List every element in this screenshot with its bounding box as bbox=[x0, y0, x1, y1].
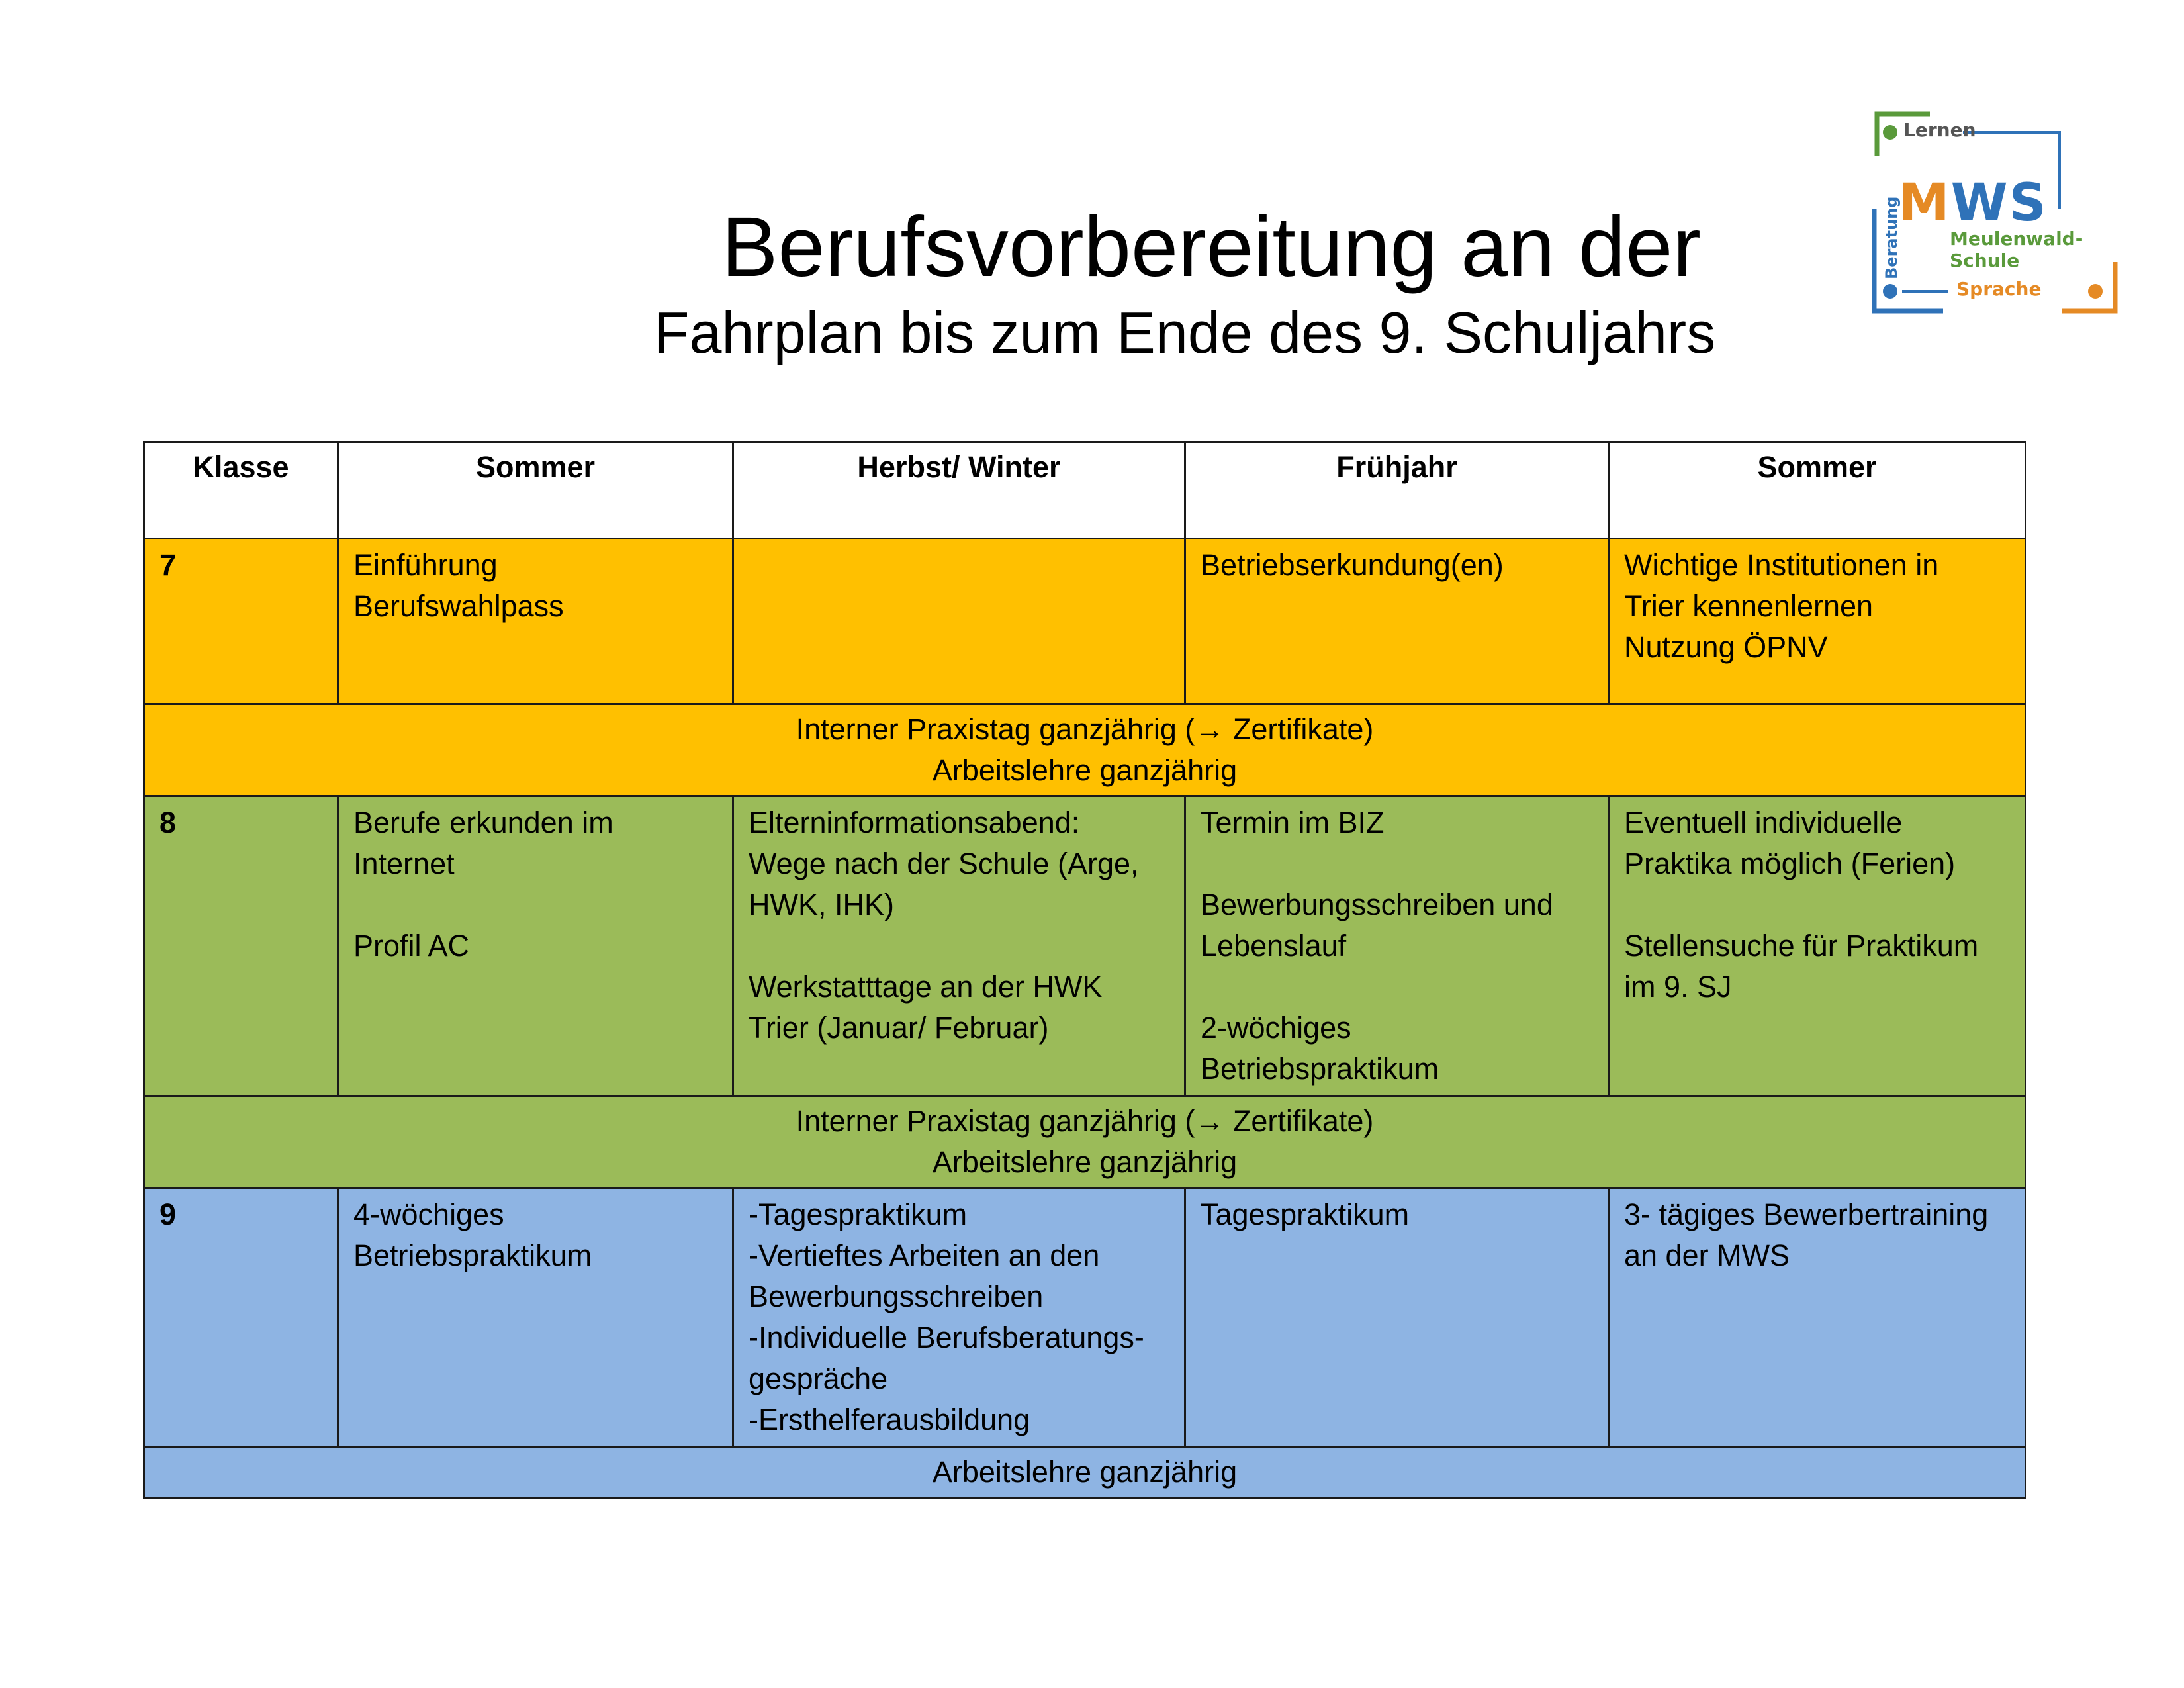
cell-line: gespräche bbox=[749, 1362, 888, 1395]
klasse-cell: 9 bbox=[144, 1188, 338, 1447]
cell-line: Praktika möglich (Ferien) bbox=[1624, 847, 1956, 880]
klasse-cell: 8 bbox=[144, 796, 338, 1096]
cell-line: an der MWS bbox=[1624, 1239, 1790, 1272]
cell bbox=[1609, 539, 2026, 704]
cell-line bbox=[353, 884, 717, 925]
table-row-8 bbox=[144, 796, 2026, 1096]
cell bbox=[1185, 796, 1609, 1096]
table-header-row bbox=[144, 442, 2026, 539]
cell-line bbox=[1201, 843, 1593, 884]
cell-line: HWK, IHK) bbox=[749, 888, 894, 921]
cell-line: Arbeitslehre ganzjährig bbox=[932, 1455, 1238, 1489]
cell-line bbox=[1624, 884, 2010, 925]
cell-line: Einführung bbox=[353, 548, 498, 582]
cell-line: Berufe erkunden im bbox=[353, 806, 614, 839]
logo-school-name: Meulenwald-Schule bbox=[1950, 228, 2083, 271]
cell-line: Betriebserkundung(en) bbox=[1201, 548, 1504, 582]
cell-line: Tagespraktikum bbox=[1201, 1197, 1410, 1231]
cell bbox=[1609, 1188, 2026, 1447]
cell-line: Bewerbungsschreiben bbox=[749, 1280, 1044, 1313]
logo-mws bbox=[1898, 173, 2048, 233]
cell-line: Trier (Januar/ Februar) bbox=[749, 1011, 1049, 1045]
cell bbox=[733, 796, 1185, 1096]
page-title: Berufsvorbereitung an der bbox=[721, 200, 1701, 295]
cell-line: Werkstatttage an der HWK bbox=[749, 970, 1103, 1004]
cell-line: Betriebspraktikum bbox=[353, 1239, 592, 1272]
cell-line: Stellensuche für Praktikum bbox=[1624, 929, 1979, 962]
cell-line: -Tagespraktikum bbox=[749, 1197, 968, 1231]
cell bbox=[733, 539, 1185, 704]
cell-line: -Individuelle Berufsberatungs- bbox=[749, 1321, 1144, 1354]
cell bbox=[338, 1188, 733, 1447]
cell-line: Wichtige Institutionen in bbox=[1624, 548, 1939, 582]
span-cell bbox=[144, 1447, 2026, 1498]
schedule-table bbox=[143, 441, 2025, 1489]
cell-line: -Ersthelferausbildung bbox=[749, 1403, 1030, 1436]
cell-line: Berufswahlpass bbox=[353, 589, 564, 623]
cell-line: im 9. SJ bbox=[1624, 970, 1732, 1004]
cell-line: Profil AC bbox=[353, 929, 470, 962]
logo-lernen: Lernen bbox=[1903, 119, 1976, 141]
cell-line: Arbeitslehre ganzjährig bbox=[932, 753, 1238, 787]
cell-line bbox=[749, 925, 1169, 966]
cell-line: Eventuell individuelle bbox=[1624, 806, 1903, 839]
span-cell bbox=[144, 704, 2026, 796]
span-row-9 bbox=[144, 1447, 2026, 1498]
header-sommer-2: Sommer bbox=[1609, 442, 2026, 539]
cell-line: Bewerbungsschreiben und bbox=[1201, 888, 1553, 921]
cell-line bbox=[1201, 966, 1593, 1008]
header-herbst-winter: Herbst/ Winter bbox=[733, 442, 1185, 539]
klasse-cell: 7 bbox=[144, 539, 338, 704]
cell bbox=[1609, 796, 2026, 1096]
cell-line: Betriebspraktikum bbox=[1201, 1052, 1439, 1086]
table-row-9 bbox=[144, 1188, 2026, 1447]
cell-line: 4-wöchiges bbox=[353, 1197, 504, 1231]
logo-beratung: Beratung bbox=[1882, 196, 1901, 279]
header-fruehjahr: Frühjahr bbox=[1185, 442, 1609, 539]
cell-line: Wege nach der Schule (Arge, bbox=[749, 847, 1139, 880]
cell-line: Arbeitslehre ganzjährig bbox=[932, 1145, 1238, 1179]
cell-line: 3- tägiges Bewerbertraining bbox=[1624, 1197, 1989, 1231]
logo-mws-m: M bbox=[1898, 173, 1951, 233]
cell-line: Internet bbox=[353, 847, 455, 880]
span-row-8 bbox=[144, 1096, 2026, 1188]
cell-line: Termin im BIZ bbox=[1201, 806, 1385, 839]
cell-line: Interner Praxistag ganzjährig (→ Zertifikate) bbox=[796, 1104, 1374, 1138]
school-logo bbox=[1870, 110, 2122, 315]
span-row-7 bbox=[144, 704, 2026, 796]
cell bbox=[1185, 539, 1609, 704]
cell bbox=[1185, 1188, 1609, 1447]
cell-line: Lebenslauf bbox=[1201, 929, 1347, 962]
logo-mws-w: W bbox=[1950, 173, 2009, 233]
logo-sprache: Sprache bbox=[1956, 278, 2042, 300]
cell-line: Nutzung ÖPNV bbox=[1624, 630, 1828, 664]
cell bbox=[733, 1188, 1185, 1447]
header-klasse: Klasse bbox=[144, 442, 338, 539]
span-cell bbox=[144, 1096, 2026, 1188]
cell bbox=[338, 539, 733, 704]
page-subtitle: Fahrplan bis zum Ende des 9. Schuljahrs bbox=[653, 300, 1716, 365]
cell-line: Elterninformationsabend: bbox=[749, 806, 1080, 839]
header-sommer-1: Sommer bbox=[338, 442, 733, 539]
cell-line: 2-wöchiges bbox=[1201, 1011, 1351, 1045]
table-row-7 bbox=[144, 539, 2026, 704]
cell-line: Interner Praxistag ganzjährig (→ Zertifikate) bbox=[796, 712, 1374, 746]
cell-line: Trier kennenlernen bbox=[1624, 589, 1874, 623]
cell-line: -Vertieftes Arbeiten an den bbox=[749, 1239, 1100, 1272]
logo-mws-s: S bbox=[2009, 173, 2048, 233]
cell bbox=[338, 796, 733, 1096]
